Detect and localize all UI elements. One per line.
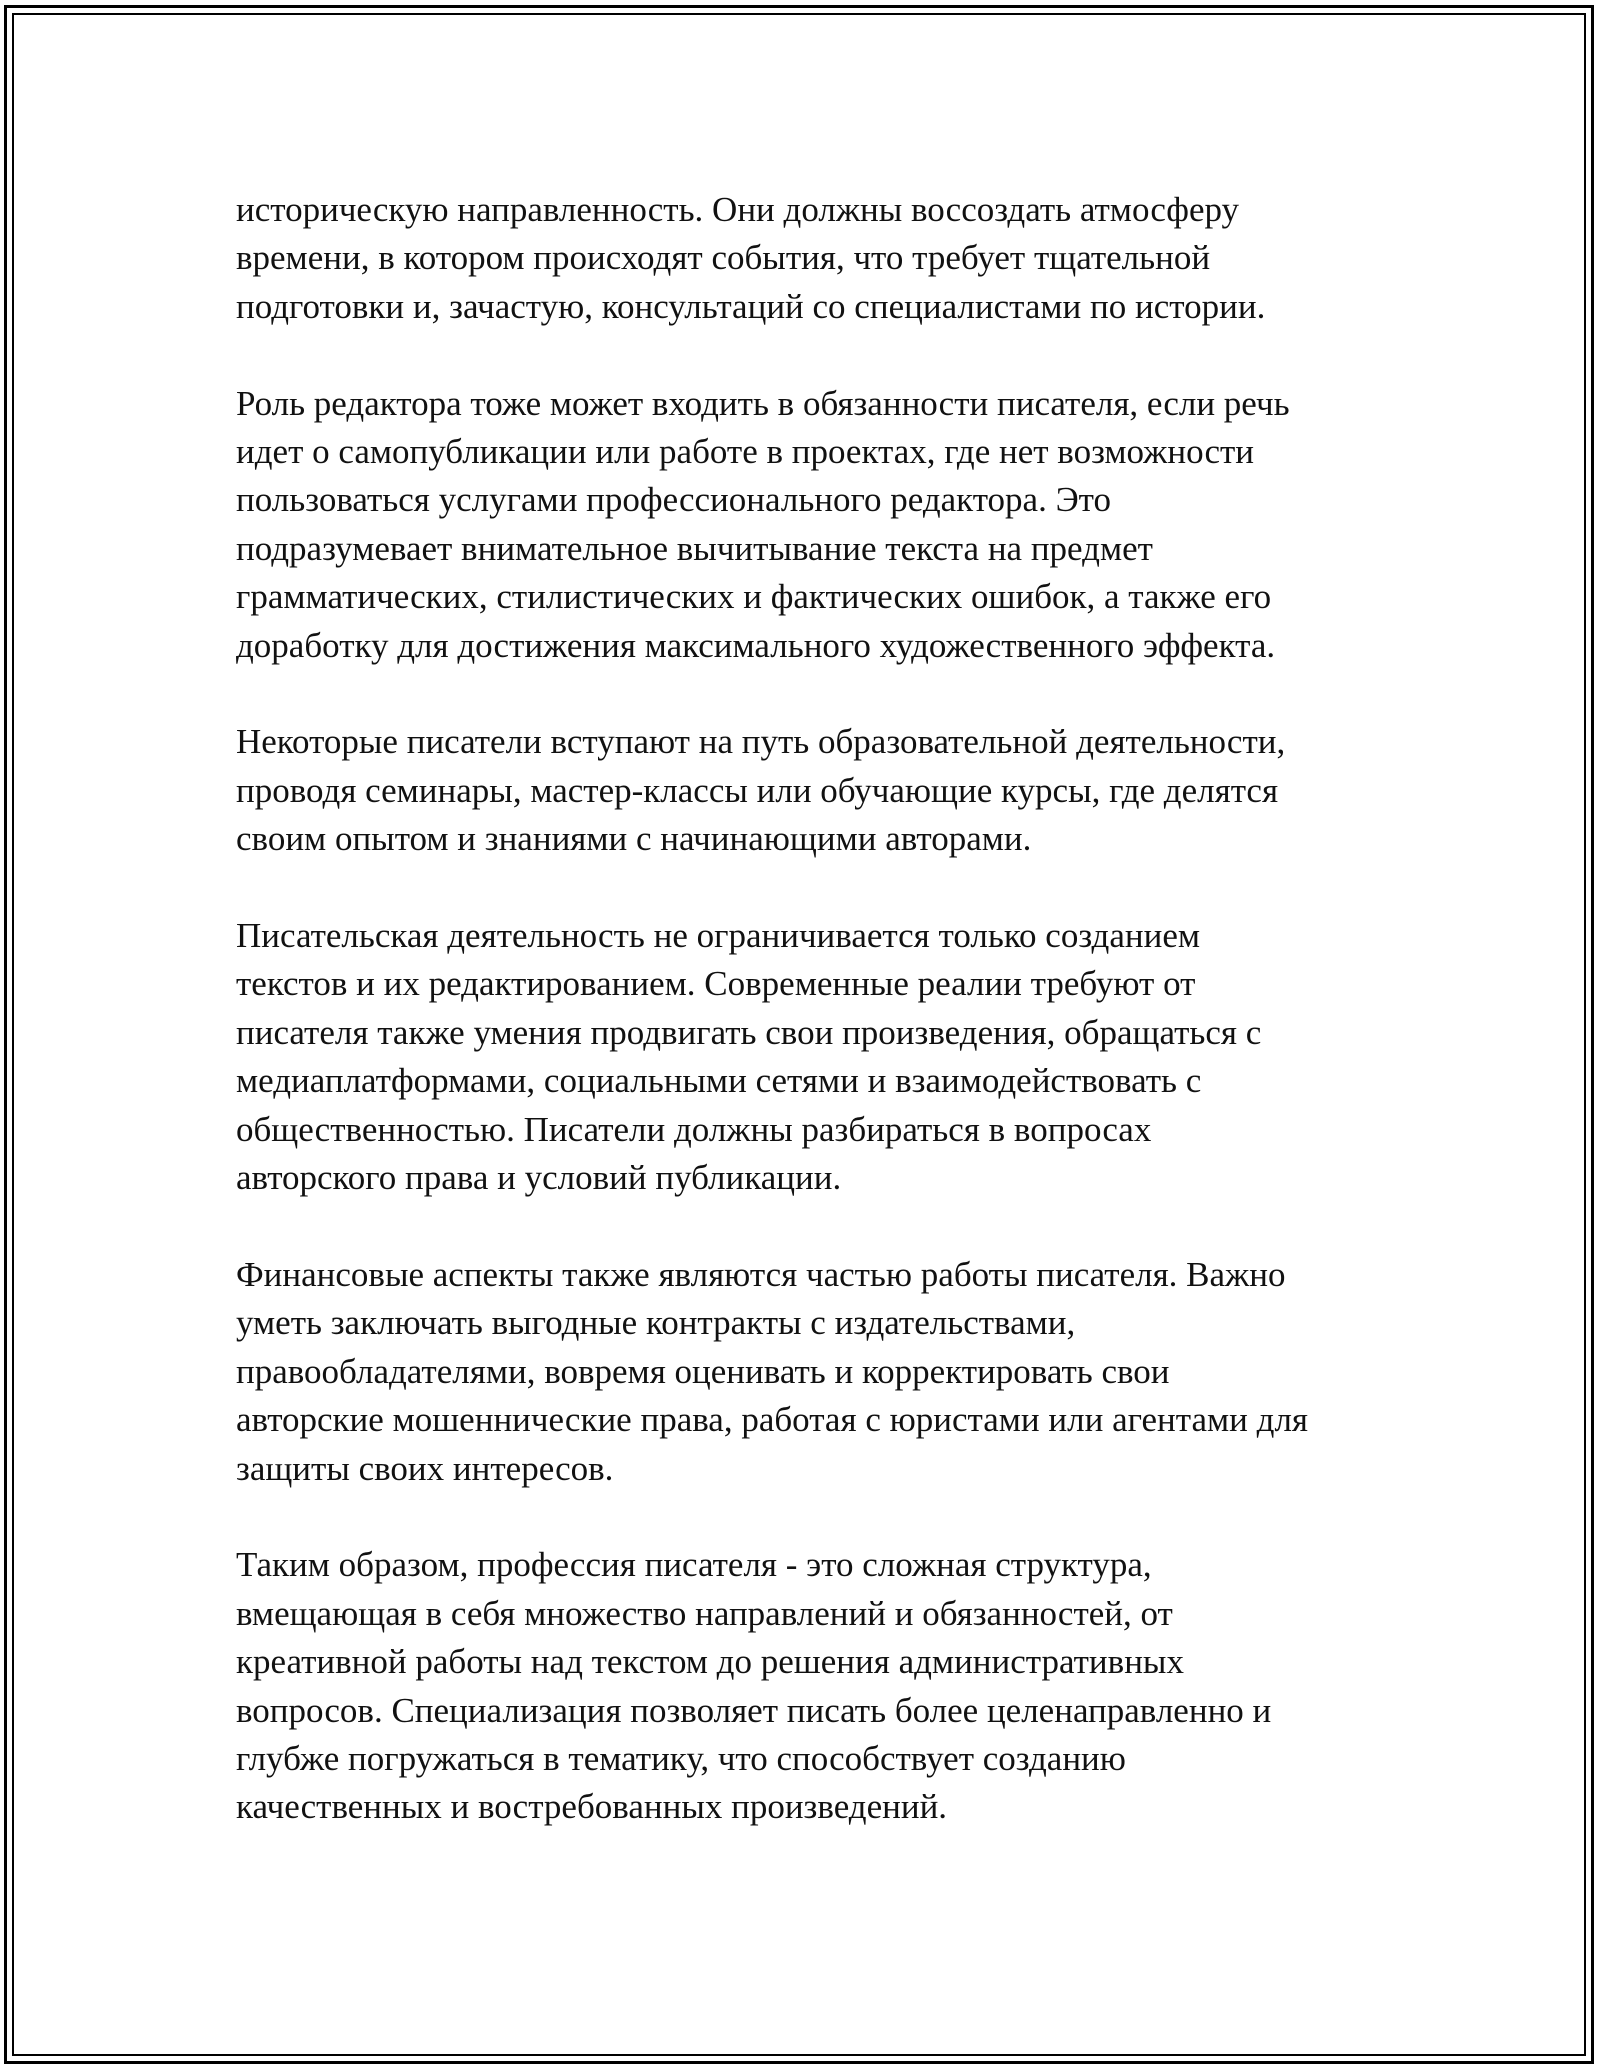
- text-line: проводя семинары, мастер-классы или обучающие курсы, где делятся: [236, 770, 1279, 810]
- text-line: Финансовые аспекты также являются частью работы писателя. Важно: [236, 1254, 1286, 1294]
- text-line: уметь заключать выгодные контракты с издательствами,: [236, 1303, 1076, 1343]
- text-line: защиты своих интересов.: [236, 1448, 614, 1488]
- paragraph-5: [236, 1251, 1386, 1493]
- paragraph-1: [236, 186, 1386, 331]
- text-line: правообладателями, вовремя оценивать и корректировать свои: [236, 1351, 1170, 1391]
- text-line: Некоторые писатели вступают на путь образовательной деятельности,: [236, 722, 1286, 762]
- text-line: креативной работы над текстом до решения административных: [236, 1642, 1184, 1682]
- text-line: медиаплатформами, социальными сетями и взаимодействовать с: [236, 1061, 1202, 1101]
- paragraph-6: [236, 1541, 1386, 1831]
- text-line: авторского права и условий публикации.: [236, 1158, 842, 1198]
- text-line: подразумевает внимательное вычитывание текста на предмет: [236, 528, 1153, 568]
- text-line: своим опытом и знаниями с начинающими авторами.: [236, 819, 1032, 859]
- text-line: авторские мошеннические права, работая с юристами или агентами для: [236, 1400, 1309, 1440]
- text-line: вопросов. Специализация позволяет писать более целенаправленно и: [236, 1690, 1272, 1730]
- text-line: глубже погружаться в тематику, что способствует созданию: [236, 1738, 1126, 1778]
- text-line: времени, в котором происходят события, что требует тщательной: [236, 238, 1211, 278]
- text-line: грамматических, стилистических и фактических ошибок, а также его: [236, 577, 1272, 617]
- paragraph-4: [236, 912, 1386, 1202]
- text-line: писателя также умения продвигать свои произведения, обращаться с: [236, 1012, 1262, 1052]
- document-body: [236, 186, 1386, 1880]
- text-line: вмещающая в себя множество направлений и обязанностей, от: [236, 1593, 1173, 1633]
- paragraph-2: [236, 380, 1386, 670]
- text-line: качественных и востребованных произведений.: [236, 1787, 948, 1827]
- paragraph-3: [236, 718, 1386, 863]
- text-line: Писательская деятельность не ограничивается только созданием: [236, 916, 1201, 956]
- text-line: подготовки и, зачастую, консультаций со специалистами по истории.: [236, 286, 1266, 326]
- text-line: Таким образом, профессия писателя - это сложная структура,: [236, 1545, 1152, 1585]
- text-line: Роль редактора тоже может входить в обязанности писателя, если речь: [236, 383, 1290, 423]
- text-line: доработку для достижения максимального художественного эффекта.: [236, 625, 1276, 665]
- text-line: пользоваться услугами профессионального редактора. Это: [236, 480, 1112, 520]
- text-line: идет о самопубликации или работе в проектах, где нет возможности: [236, 432, 1255, 472]
- text-line: общественностью. Писатели должны разбираться в вопросах: [236, 1109, 1152, 1149]
- text-line: историческую направленность. Они должны воссоздать атмосферу: [236, 190, 1240, 229]
- text-line: текстов и их редактированием. Современные реалии требуют от: [236, 964, 1196, 1004]
